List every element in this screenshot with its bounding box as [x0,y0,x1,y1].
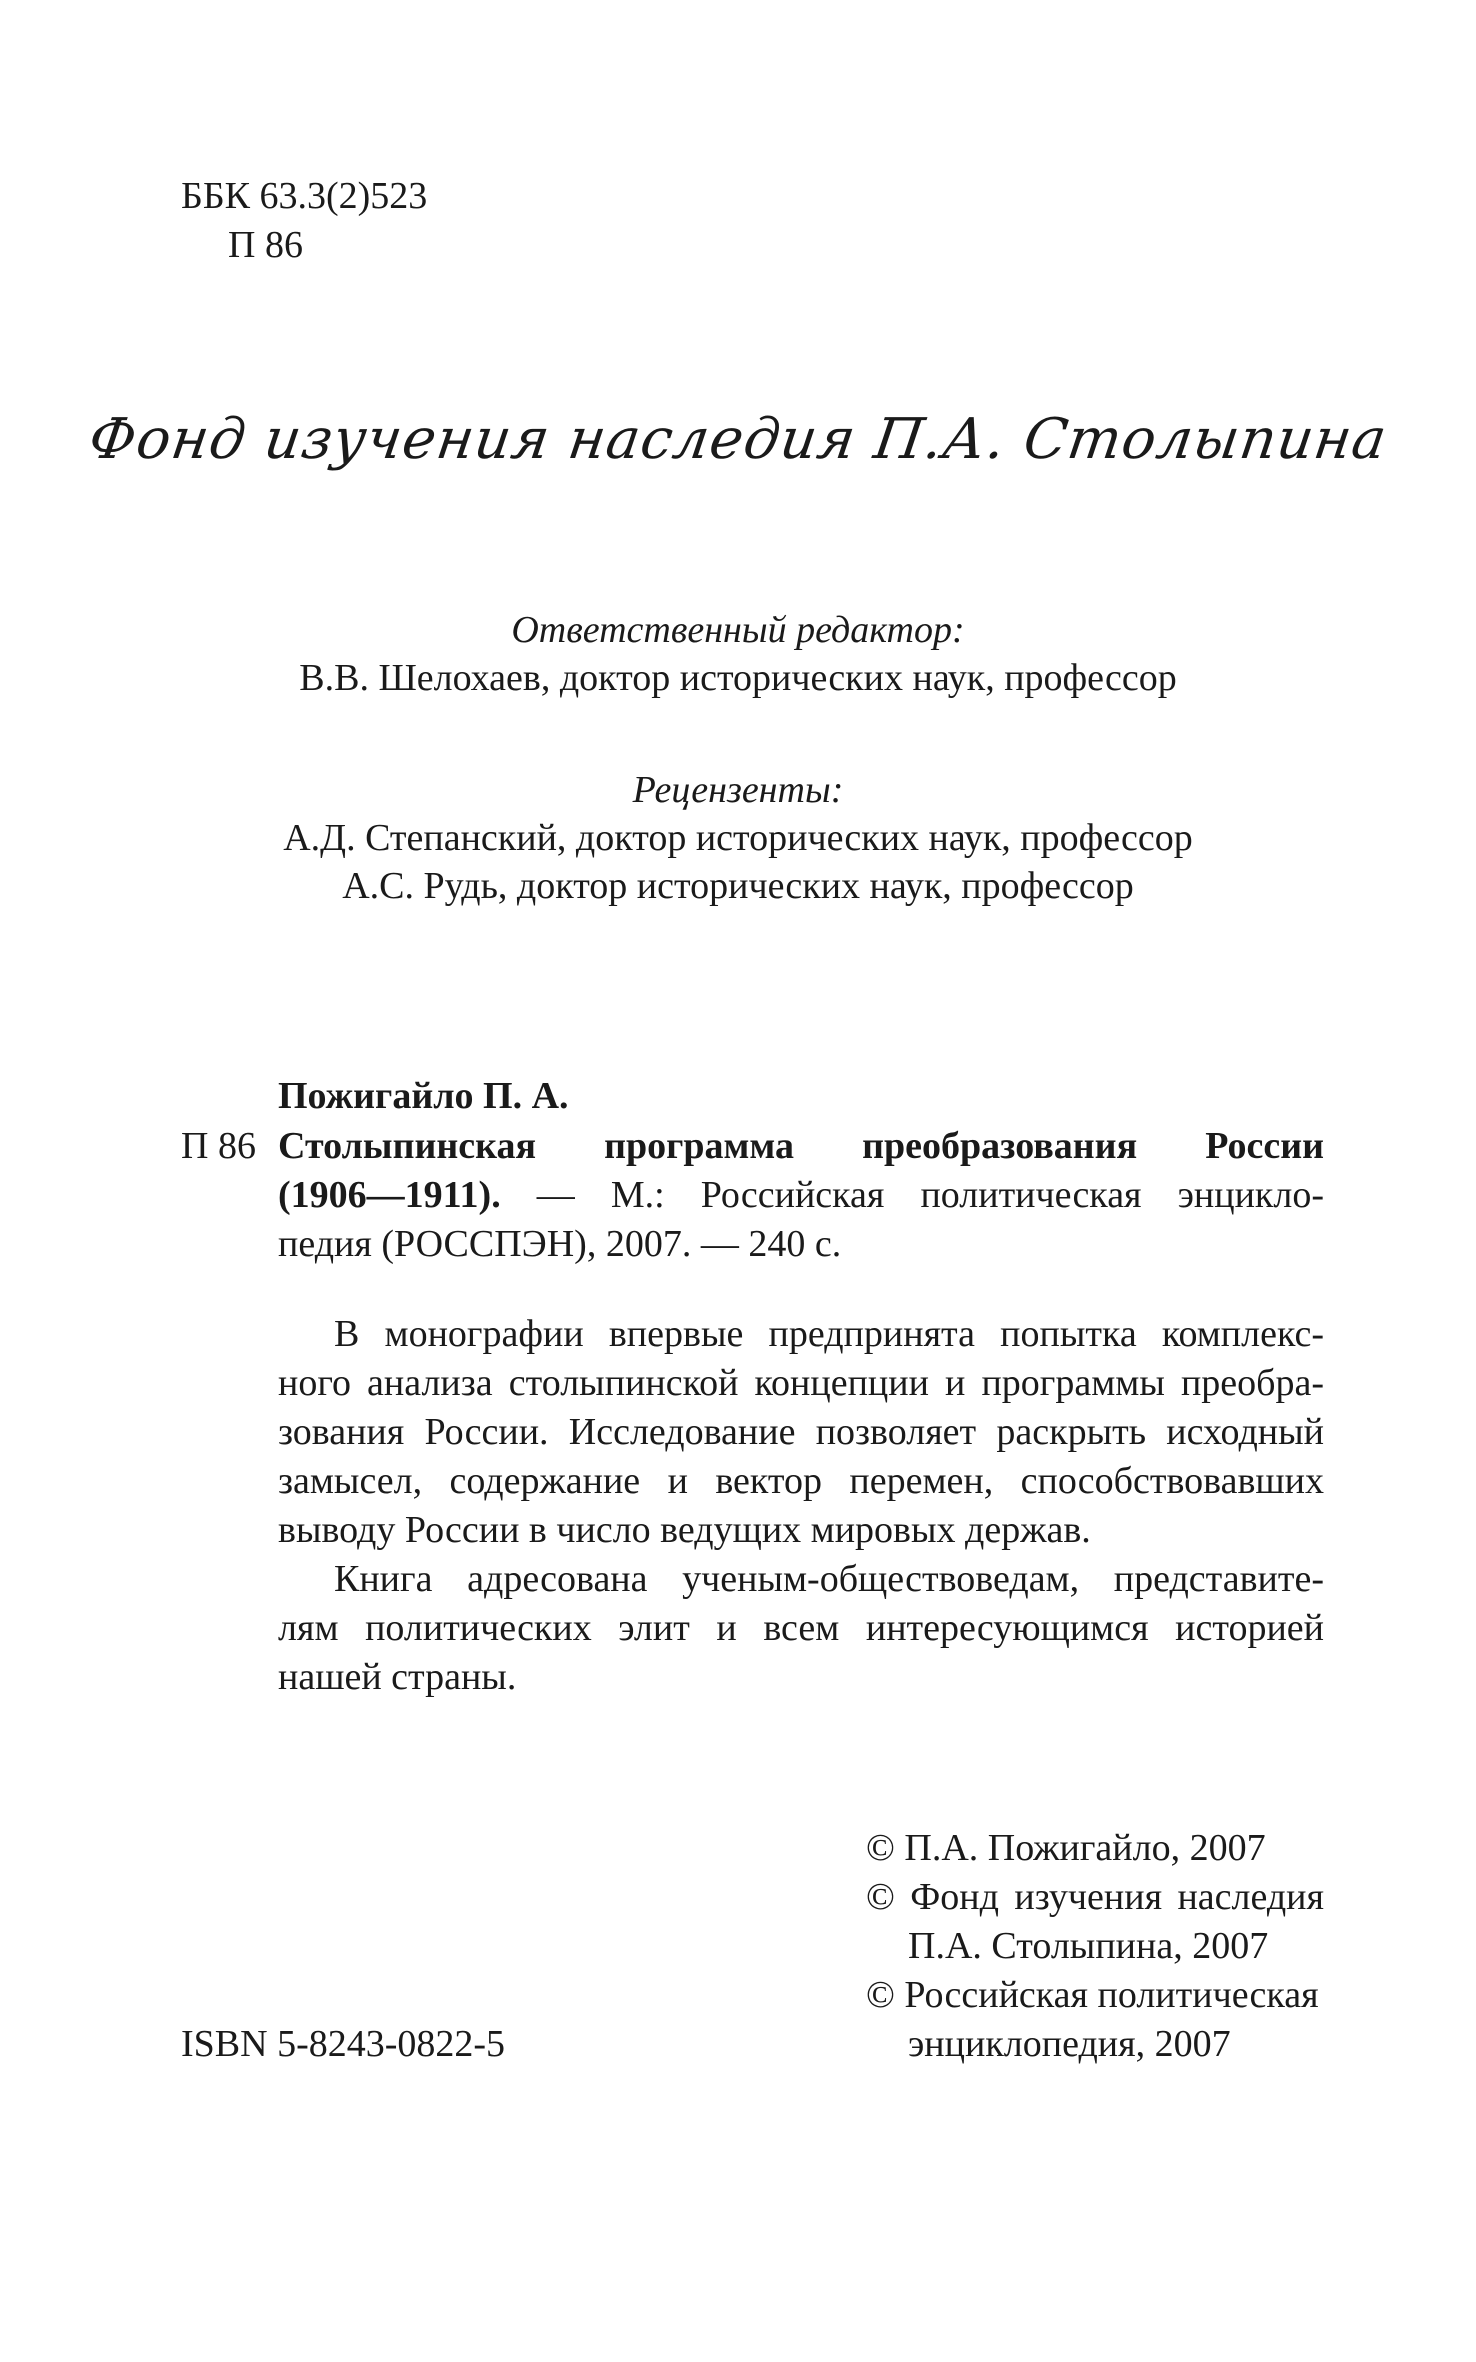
book-title: Столыпинская программа преобразования России [278,1125,1324,1167]
abstract-line: Книга адресована ученым-обществоведам, представите- [334,1558,1324,1600]
catalog-code: П 86 [181,1125,256,1167]
reviewer-item: А.Д. Степанский, доктор исторических наук, профессор [283,817,1193,859]
bbk-index: ББК 63.3(2)523 [181,175,428,217]
foundation-heading: Фонд изучения наследия П.А. Столыпина [84,407,1392,472]
copyright-line: © Российская политическая [866,1974,1319,2016]
editor-name: В.В. Шелохаев, доктор исторических наук, профессор [299,657,1177,699]
abstract-line: зования России. Исследование позволяет раскрыть исходный [278,1411,1324,1453]
abstract-line: лям политических элит и всем интересующимся историей [278,1607,1324,1649]
book-imprint [278,1171,1324,1219]
reviewer-item: А.С. Рудь, доктор исторических наук, профессор [342,865,1134,907]
isbn: ISBN 5-8243-0822-5 [181,2023,506,2065]
copyright-line: © Фонд изучения наследия [866,1876,1324,1918]
abstract-line: нашей страны. [278,1656,517,1698]
copyright-line: П.А. Столыпина, 2007 [908,1925,1269,1967]
book-author: Пожигайло П. А. [278,1075,569,1117]
copyright-line: энциклопедия, 2007 [908,2023,1231,2065]
abstract-line: ного анализа столыпинской концепции и программы преобра- [278,1362,1324,1404]
abstract-line: выводу России в число ведущих мировых держав. [278,1509,1091,1551]
author-sign: П 86 [228,224,303,266]
reviewers-label: Рецензенты: [632,769,844,811]
book-years: (1906—1911). [278,1174,501,1216]
book-publisher: — М.: Российская политическая энциклo- [536,1174,1324,1216]
copyright-line: © П.А. Пожигайло, 2007 [866,1827,1266,1869]
abstract-line: замысел, содержание и вектор перемен, способствовавших [278,1460,1324,1502]
abstract-line: В монографии впервые предпринята попытка комплекс- [334,1313,1324,1355]
book-publisher-cont: педия (РОССПЭН), 2007. — 240 с. [278,1223,842,1265]
editor-label: Ответственный редактор: [511,609,965,651]
